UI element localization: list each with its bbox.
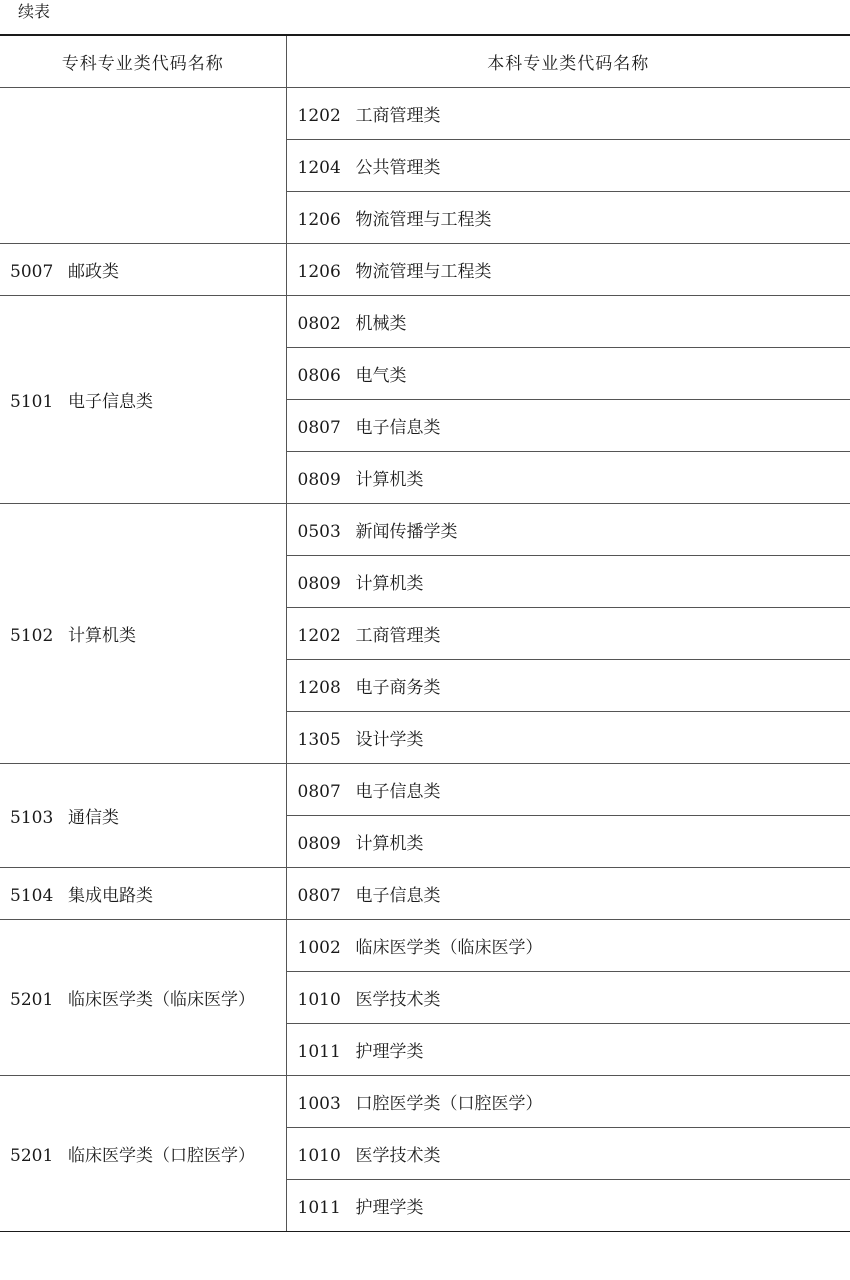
undergraduate-category-cell [286,1075,850,1127]
undergraduate-category-cell [286,815,850,867]
undergraduate-code: 1202 [297,625,341,646]
undergraduate-code: 1011 [297,1041,341,1062]
undergraduate-category-cell [286,503,850,555]
undergraduate-name: 公共管理类 [355,157,441,178]
undergraduate-name: 电子信息类 [355,781,441,802]
table-row [0,867,850,919]
undergraduate-name: 物流管理与工程类 [355,209,492,230]
vocational-category-cell [0,503,286,763]
undergraduate-code: 1206 [297,209,341,230]
undergraduate-code: 1208 [297,677,341,698]
undergraduate-code: 1002 [297,937,341,958]
undergraduate-name: 工商管理类 [355,105,441,126]
vocational-code: 5201 [10,1145,54,1166]
undergraduate-name: 工商管理类 [355,625,441,646]
undergraduate-name: 医学技术类 [355,1145,441,1166]
undergraduate-name: 电气类 [355,365,407,386]
vocational-code: 5201 [10,989,54,1010]
vocational-code: 5101 [10,391,54,412]
undergraduate-code: 1011 [297,1197,341,1218]
undergraduate-code: 1202 [297,105,341,126]
undergraduate-category-cell [286,1023,850,1075]
table-row [0,919,850,971]
undergraduate-name: 电子商务类 [355,677,441,698]
vocational-name: 临床医学类（口腔医学） [68,1145,255,1166]
undergraduate-code: 0503 [297,521,341,542]
undergraduate-name: 临床医学类（临床医学） [355,937,543,958]
vocational-category-cell [0,295,286,503]
header-undergraduate-major: 本科专业类代码名称 [286,35,850,87]
undergraduate-category-cell [286,867,850,919]
undergraduate-category-cell [286,347,850,399]
vocational-name: 通信类 [68,807,119,828]
vocational-code: 5007 [10,261,54,282]
vocational-code: 5102 [10,625,54,646]
undergraduate-code: 0809 [297,833,341,854]
undergraduate-code: 0809 [297,573,341,594]
table-row [0,295,850,347]
table-caption: 续表 [18,2,51,21]
vocational-name: 邮政类 [68,261,119,282]
undergraduate-category-cell [286,399,850,451]
vocational-name: 集成电路类 [68,885,153,906]
table-row [0,763,850,815]
undergraduate-name: 计算机类 [355,469,424,490]
undergraduate-code: 1003 [297,1093,341,1114]
undergraduate-name: 设计学类 [355,729,424,750]
undergraduate-name: 护理学类 [355,1041,424,1062]
undergraduate-code: 0807 [297,417,341,438]
major-mapping-table [0,34,850,1232]
undergraduate-code: 1204 [297,157,341,178]
undergraduate-name: 口腔医学类（口腔医学） [355,1093,543,1114]
vocational-category-cell [0,867,286,919]
undergraduate-category-cell [286,763,850,815]
undergraduate-category-cell [286,711,850,763]
undergraduate-category-cell [286,87,850,139]
undergraduate-category-cell [286,607,850,659]
vocational-category-cell [0,1075,286,1231]
undergraduate-name: 新闻传播学类 [355,521,458,542]
undergraduate-code: 1206 [297,261,341,282]
vocational-category-cell [0,243,286,295]
undergraduate-code: 0807 [297,781,341,802]
undergraduate-category-cell [286,919,850,971]
undergraduate-category-cell [286,243,850,295]
table-row [0,87,850,139]
vocational-code: 5104 [10,885,54,906]
undergraduate-code: 0802 [297,313,341,334]
vocational-category-cell [0,763,286,867]
vocational-category-cell [0,919,286,1075]
undergraduate-code: 1305 [297,729,341,750]
table-row [0,1075,850,1127]
undergraduate-name: 护理学类 [355,1197,424,1218]
undergraduate-category-cell [286,1179,850,1231]
undergraduate-name: 计算机类 [355,573,424,594]
undergraduate-category-cell [286,971,850,1023]
undergraduate-category-cell [286,1127,850,1179]
undergraduate-category-cell [286,139,850,191]
undergraduate-category-cell [286,295,850,347]
undergraduate-name: 电子信息类 [355,885,441,906]
vocational-name: 临床医学类（临床医学） [68,989,255,1010]
undergraduate-code: 1010 [297,989,341,1010]
undergraduate-category-cell [286,555,850,607]
undergraduate-name: 机械类 [355,313,407,334]
undergraduate-category-cell [286,659,850,711]
vocational-name: 电子信息类 [68,391,153,412]
undergraduate-code: 0809 [297,469,341,490]
vocational-category-cell [0,87,286,243]
undergraduate-name: 物流管理与工程类 [355,261,492,282]
undergraduate-code: 0807 [297,885,341,906]
undergraduate-name: 医学技术类 [355,989,441,1010]
table-row [0,243,850,295]
vocational-code: 5103 [10,807,54,828]
undergraduate-category-cell [286,191,850,243]
table-row [0,503,850,555]
undergraduate-code: 0806 [297,365,341,386]
undergraduate-name: 计算机类 [355,833,424,854]
undergraduate-code: 1010 [297,1145,341,1166]
header-vocational-major: 专科专业类代码名称 [0,35,286,87]
vocational-name: 计算机类 [68,625,136,646]
undergraduate-name: 电子信息类 [355,417,441,438]
table-header-row [0,35,850,87]
undergraduate-category-cell [286,451,850,503]
